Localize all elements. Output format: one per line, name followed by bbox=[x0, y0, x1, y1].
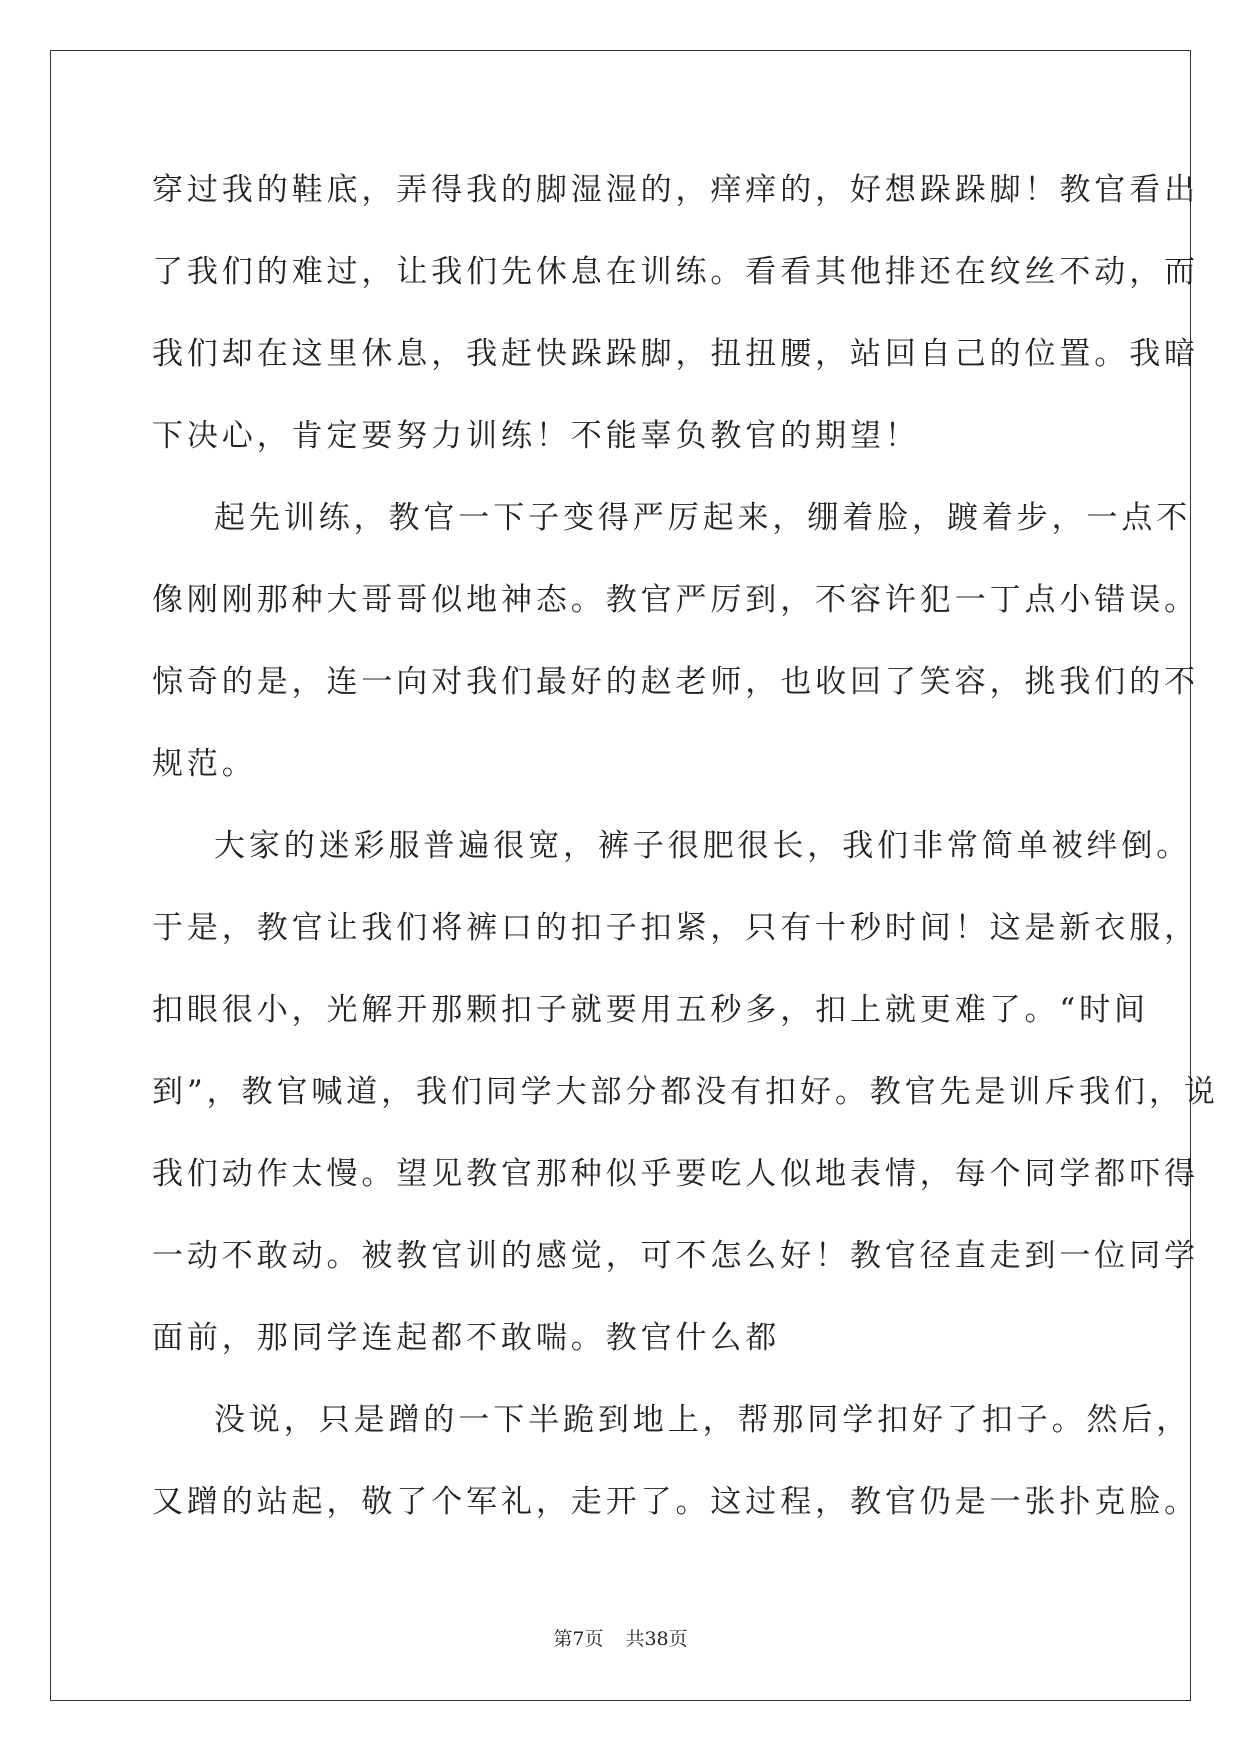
text-line: 规范。 bbox=[152, 746, 257, 782]
paragraph-start-line: 起先训练，教官一下子变得严厉起来，绷着脸，踱着步，一点不 bbox=[214, 500, 1192, 536]
paragraph-start-line: 大家的迷彩服普遍很宽，裤子很肥很长，我们非常简单被绊倒。 bbox=[214, 828, 1192, 864]
text-line: 惊奇的是，连一向对我们最好的赵老师，也收回了笑容，挑我们的不 bbox=[152, 664, 1199, 700]
text-line: 下决心，肯定要努力训练！不能辜负教官的期望！ bbox=[152, 418, 920, 454]
text-line: 我们却在这里休息，我赶快跺跺脚，扭扭腰，站回自己的位置。我暗 bbox=[152, 336, 1199, 372]
paragraph-start-line: 没说，只是蹭的一下半跪到地上，帮那同学扣好了扣子。然后， bbox=[214, 1402, 1192, 1438]
page-footer bbox=[0, 1624, 1241, 1651]
text-line: 又蹭的站起，敬了个军礼，走开了。这过程，教官仍是一张扑克脸。 bbox=[152, 1484, 1199, 1520]
text-line: 像刚刚那种大哥哥似地神态。教官严厉到，不容许犯一丁点小错误。 bbox=[152, 582, 1199, 618]
page-number-current: 第7页 bbox=[553, 1628, 604, 1650]
text-line: 一动不敢动。被教官训的感觉，可不怎么好！教官径直走到一位同学 bbox=[152, 1238, 1199, 1274]
text-line: 了我们的难过，让我们先休息在训练。看看其他排还在纹丝不动，而 bbox=[152, 254, 1199, 290]
text-line: 面前，那同学连起都不敢喘。教官什么都 bbox=[152, 1320, 781, 1356]
text-line: 于是，教官让我们将裤口的扣子扣紧，只有十秒时间！这是新衣服， bbox=[152, 910, 1199, 946]
page-number-total: 共38页 bbox=[625, 1628, 688, 1650]
text-line: 我们动作太慢。望见教官那种似乎要吃人似地表情，每个同学都吓得 bbox=[152, 1156, 1199, 1192]
text-line: 穿过我的鞋底，弄得我的脚湿湿的，痒痒的，好想跺跺脚！教官看出 bbox=[152, 172, 1199, 208]
document-body bbox=[152, 165, 1219, 1559]
text-line: 到”，教官喊道，我们同学大部分都没有扣好。教官先是训斥我们，说 bbox=[152, 1074, 1219, 1110]
text-line: 扣眼很小，光解开那颗扣子就要用五秒多，扣上就更难了。“时间 bbox=[152, 992, 1149, 1028]
